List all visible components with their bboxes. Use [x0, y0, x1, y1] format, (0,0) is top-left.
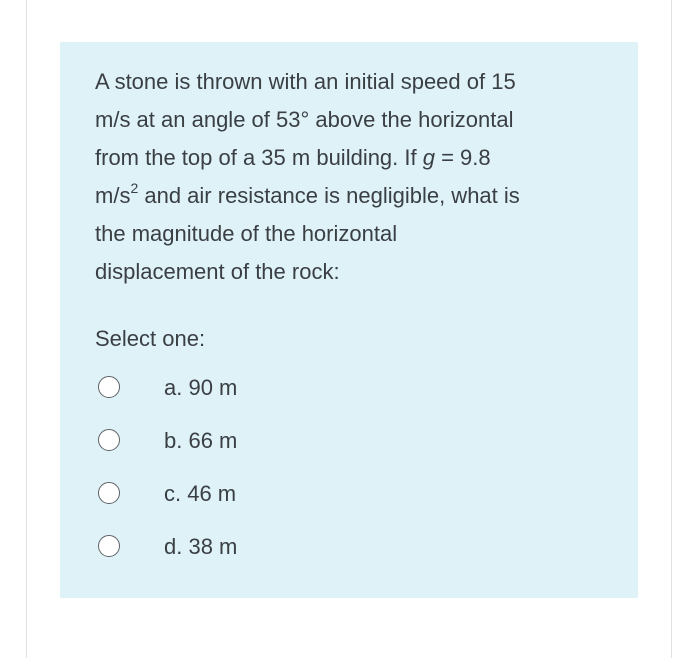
option-b-label[interactable]: b. 66 m — [164, 428, 238, 453]
option-b[interactable] — [98, 427, 398, 457]
question-line-4 — [95, 177, 615, 215]
question-line-5: the magnitude of the horizontal — [95, 221, 398, 246]
gravity-value: = 9.8 — [434, 145, 491, 170]
radio-button-icon[interactable] — [98, 482, 120, 504]
select-one-prompt: Select one: — [95, 326, 206, 351]
question-line-3 — [95, 139, 615, 177]
option-c-label[interactable]: c. 46 m — [164, 481, 237, 506]
radio-button-icon[interactable] — [98, 376, 120, 398]
option-d-label[interactable]: d. 38 m — [164, 534, 238, 559]
question-line-3-text: from the top of a 35 m building. If — [95, 145, 423, 170]
option-c[interactable] — [98, 480, 398, 510]
option-a-label[interactable]: a. 90 m — [164, 375, 238, 400]
unit-exponent: 2 — [130, 179, 139, 196]
radio-button-icon[interactable] — [98, 535, 120, 557]
question-line-4-text: and air resistance is negligible, what is — [138, 183, 520, 208]
gravity-variable: g — [422, 145, 435, 170]
question-card — [60, 42, 638, 598]
question-line-2: m/s at an angle of 53° above the horizontal — [95, 107, 514, 132]
option-d[interactable] — [98, 533, 398, 563]
unit-text: m/s — [95, 183, 131, 208]
question-text — [95, 63, 615, 291]
radio-button-icon[interactable] — [98, 429, 120, 451]
question-line-1: A stone is thrown with an initial speed of 15 — [95, 69, 516, 94]
option-a[interactable] — [98, 374, 398, 404]
question-line-6: displacement of the rock: — [95, 259, 340, 284]
